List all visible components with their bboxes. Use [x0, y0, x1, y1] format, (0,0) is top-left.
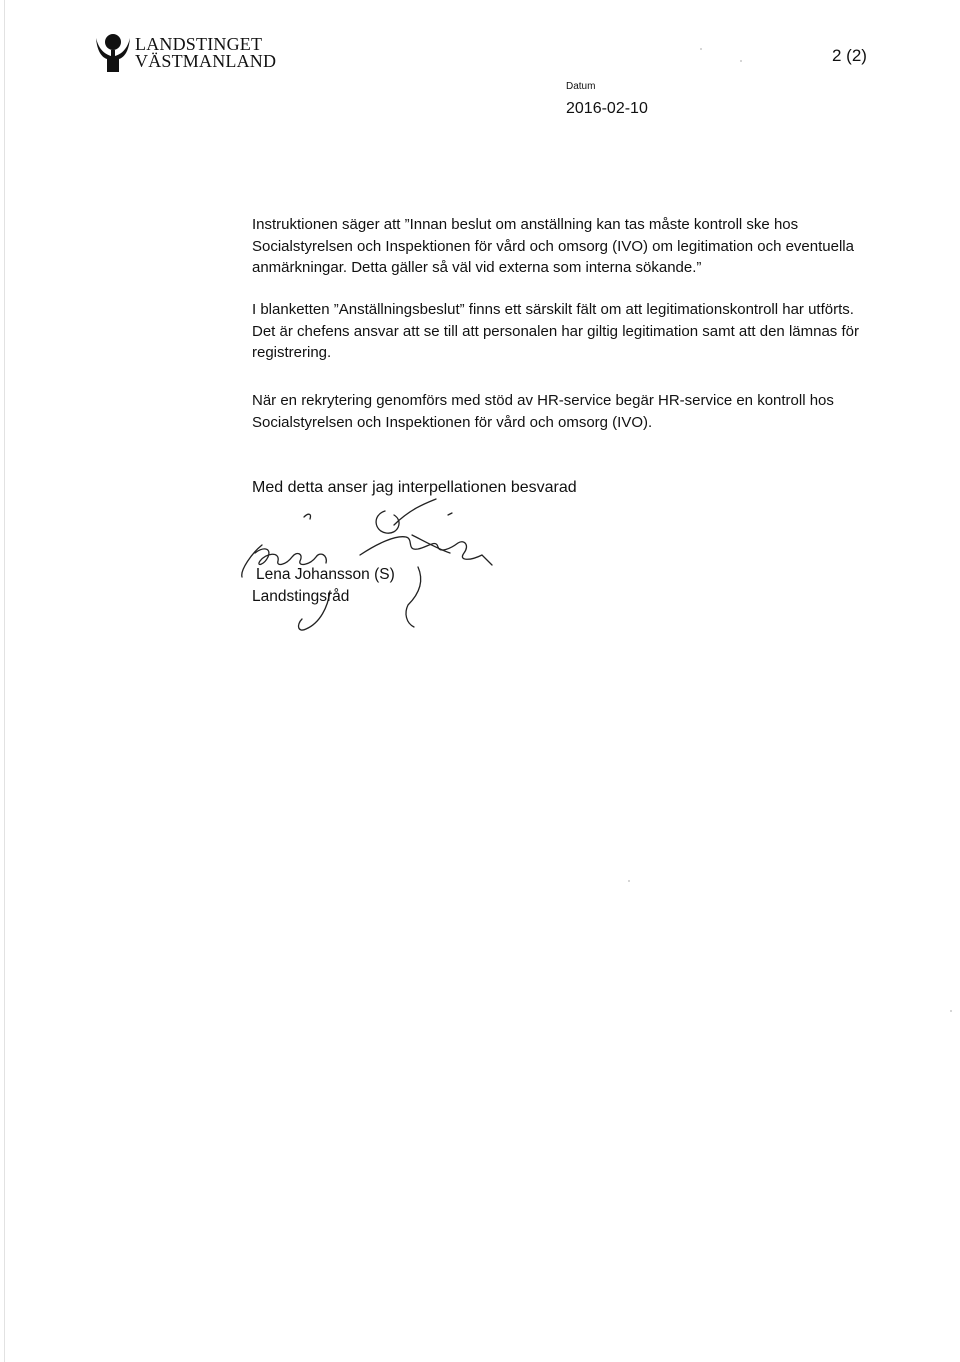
paragraph-recruitment: När en rekrytering genomförs med stöd av HR-service begär HR-service en kontroll hos Socialstyrelsen och Inspektionen för vård och omsorg (IVO).: [252, 392, 834, 431]
scan-margin-line: [4, 0, 5, 1362]
landstinget-logo-icon: [93, 32, 133, 72]
org-name-line1: LANDSTINGET: [135, 34, 263, 54]
scan-speck: [700, 48, 702, 50]
signatory-name: Lena Johansson (S): [256, 566, 395, 583]
scan-speck: [740, 60, 742, 62]
paragraph-instruction: Instruktionen säger att ”Innan beslut om anställning kan tas måste kontroll ske hos Socialstyrelsen och Inspektionen för vård och omsorg (IVO) om legitimation och eventuella anmärkningar. Detta gäller så väl vid externa som interna sökande.”: [252, 216, 854, 276]
org-name: [135, 36, 276, 70]
org-logo: [93, 30, 293, 74]
signatory-title: Landstingsråd: [252, 588, 350, 605]
date-value: 2016-02-10: [566, 100, 648, 117]
paragraph-closing: Med detta anser jag interpellationen besvarad: [252, 479, 577, 496]
scan-speck: [950, 1010, 952, 1012]
scan-speck: [628, 880, 630, 882]
org-name-line2: VÄSTMANLAND: [135, 51, 277, 71]
paragraph-form: I blanketten ”Anställningsbeslut” finns ett särskilt fält om att legitimationskontroll har utförts. Det är chefens ansvar att se till att personalen har giltig legitimation samt att den lämnas för registrering.: [252, 301, 859, 361]
page-number: 2 (2): [832, 46, 867, 65]
date-label: Datum: [566, 81, 596, 92]
